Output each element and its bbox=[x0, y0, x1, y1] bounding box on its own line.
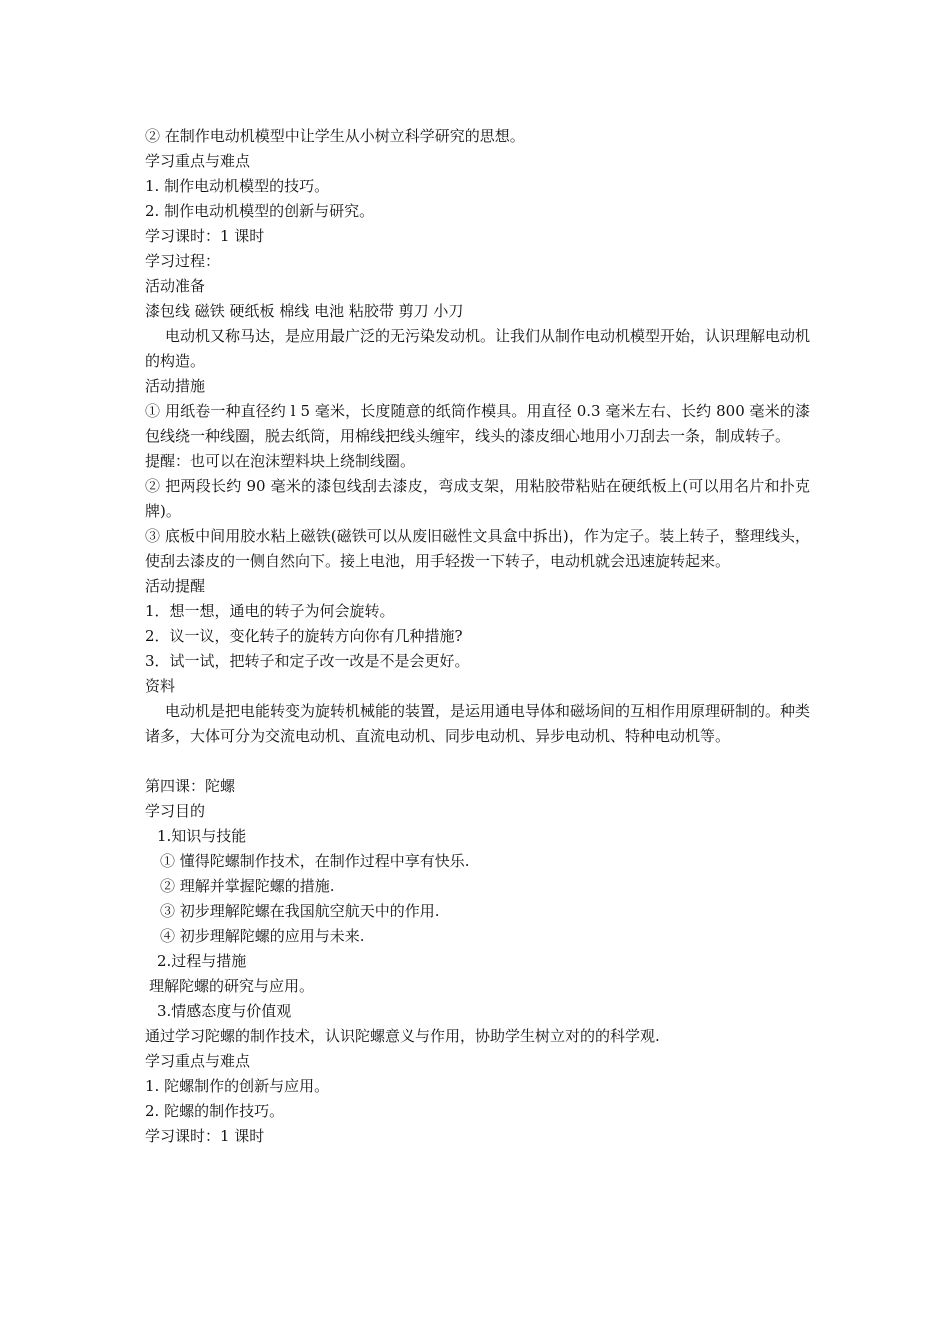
step-1-paragraph: ① 用纸卷一种直径约 l 5 毫米，长度随意的纸筒作模具。用直径 0.3 毫米左右、长约 800 毫米的漆包线绕一种线圈，脱去纸筒，用棉线把线头缠牢，线头的漆皮细心地用小刀刮去一条，制成转子。 bbox=[145, 402, 810, 445]
reminder-item: 1．想一想，通电的转子为何会旋转。 bbox=[145, 602, 395, 620]
materials-list: 漆包线 磁铁 硬纸板 棉线 电池 粘胶带 剪刀 小刀 bbox=[145, 302, 464, 320]
material-heading: 资料 bbox=[145, 677, 176, 695]
lesson-hours: 学习课时：1 课时 bbox=[145, 1127, 265, 1145]
lesson-title: 第四课：陀螺 bbox=[145, 777, 236, 795]
process-method-text: 理解陀螺的研究与应用。 bbox=[149, 977, 315, 995]
knowledge-item: ② 理解并掌握陀螺的措施. bbox=[160, 877, 335, 895]
process-heading: 学习过程： bbox=[145, 252, 221, 270]
lesson-hours: 学习课时：1 课时 bbox=[145, 227, 265, 245]
knowledge-item: ① 懂得陀螺制作技术，在制作过程中享有快乐. bbox=[160, 852, 470, 870]
key-point-item: 2. 制作电动机模型的创新与研究。 bbox=[145, 202, 375, 220]
key-point-item: 1. 制作电动机模型的技巧。 bbox=[145, 177, 330, 195]
steps-heading: 活动措施 bbox=[145, 377, 206, 395]
emotion-heading: 3.情感态度与价值观 bbox=[157, 1002, 292, 1020]
tip-line: 提醒：也可以在泡沫塑料块上绕制线圈。 bbox=[145, 452, 416, 470]
key-point-item: 2. 陀螺的制作技巧。 bbox=[145, 1102, 285, 1120]
prep-heading: 活动准备 bbox=[145, 277, 206, 295]
material-paragraph: 电动机是把电能转变为旋转机械能的装置，是运用通电导体和磁场间的互相作用原理研制的。种类诸多，大体可分为交流电动机、直流电动机、同步电动机、异步电动机、特种电动机等。 bbox=[145, 702, 811, 745]
step-3-paragraph: ③ 底板中间用胶水粘上磁铁(磁铁可以从废旧磁性文具盒中拆出)，作为定子。装上转子，整理线头，使刮去漆皮的一侧自然向下。接上电池，用手轻拨一下转子，电动机就会迅速旋转起来。 bbox=[145, 527, 810, 570]
document-page bbox=[145, 124, 810, 1149]
emotion-text: 通过学习陀螺的制作技术，认识陀螺意义与作用，协助学生树立对的的科学观. bbox=[145, 1027, 660, 1045]
knowledge-heading: 1.知识与技能 bbox=[157, 827, 247, 845]
goal-line: ② 在制作电动机模型中让学生从小树立科学研究的思想。 bbox=[145, 127, 525, 145]
reminder-item: 3．试一试，把转子和定子改一改是不是会更好。 bbox=[145, 652, 470, 670]
goals-heading: 学习目的 bbox=[145, 802, 206, 820]
knowledge-item: ④ 初步理解陀螺的应用与未来. bbox=[160, 927, 365, 945]
knowledge-item: ③ 初步理解陀螺在我国航空航天中的作用. bbox=[160, 902, 440, 920]
process-method-heading: 2.过程与措施 bbox=[157, 952, 247, 970]
section-spacer bbox=[145, 749, 810, 774]
intro-paragraph: 电动机又称马达，是应用最广泛的无污染发动机。让我们从制作电动机模型开始，认识理解电动机的构造。 bbox=[145, 327, 811, 370]
reminder-heading: 活动提醒 bbox=[145, 577, 206, 595]
key-points-heading: 学习重点与难点 bbox=[145, 1052, 251, 1070]
key-point-item: 1. 陀螺制作的创新与应用。 bbox=[145, 1077, 330, 1095]
step-2-paragraph: ② 把两段长约 90 毫米的漆包线刮去漆皮，弯成支架，用粘胶带粘贴在硬纸板上(可以用名片和扑克牌)。 bbox=[145, 477, 810, 520]
reminder-item: 2．议一议，变化转子的旋转方向你有几种措施? bbox=[145, 627, 463, 645]
key-points-heading: 学习重点与难点 bbox=[145, 152, 251, 170]
